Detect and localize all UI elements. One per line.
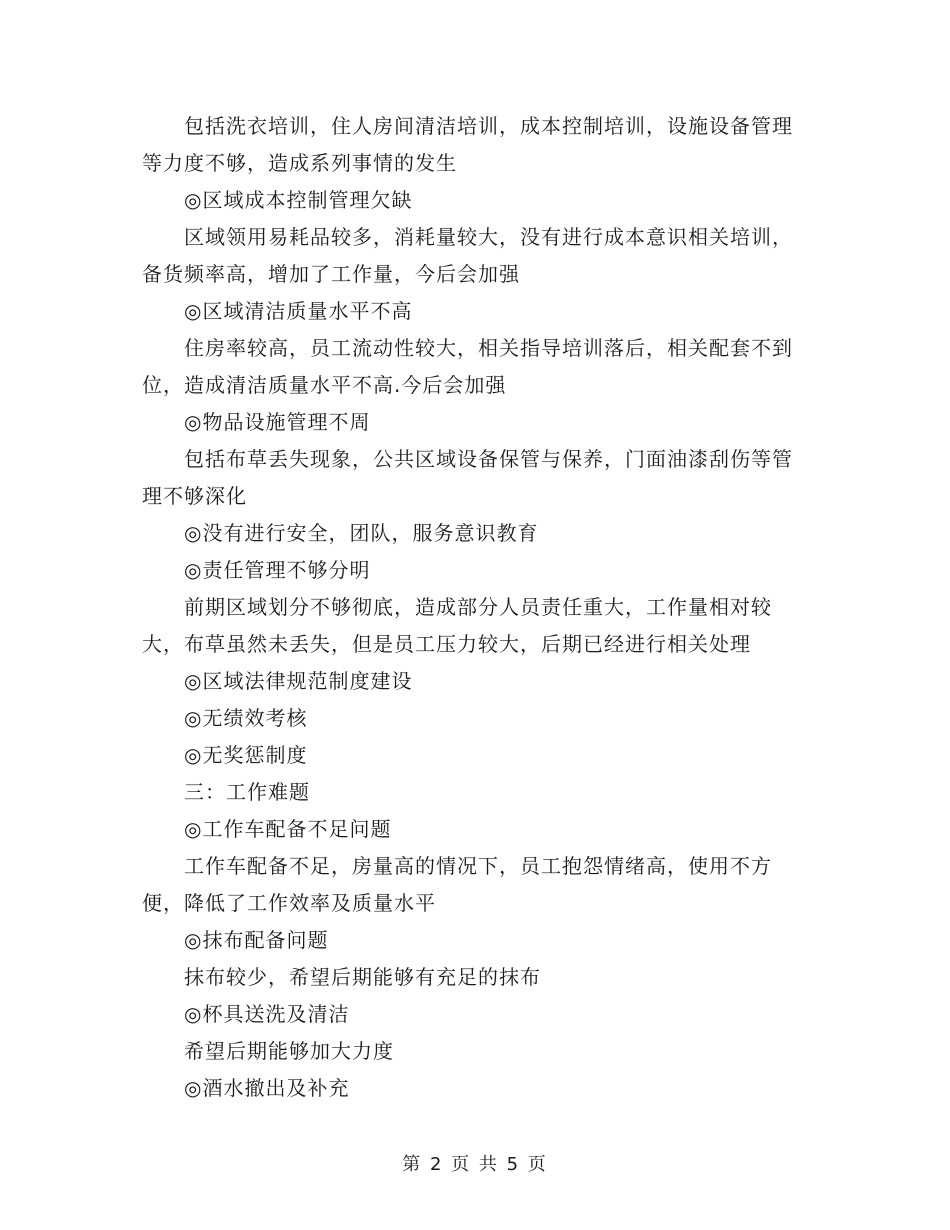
heading-facility-management: ◎物品设施管理不周 [184,410,371,434]
paragraph-facility-management: 包括布草丢失现象，公共区域设备保管与保养，门面油漆刮伤等管理不够深化 [142,447,793,508]
document-body [142,108,812,1107]
paragraph-work-cart: 工作车配备不足，房量高的情况下，员工抱怨情绪高，使用不方便，降低了工作效率及质量水平 [142,854,772,915]
heading-safety-education: ◎没有进行安全，团队，服务意识教育 [184,521,539,545]
heading-regulations: ◎区域法律规范制度建设 [184,669,413,693]
heading-cleaning-quality: ◎区域清洁质量水平不高 [184,299,413,323]
paragraph-cups: 希望后期能够加大力度 [184,1039,394,1063]
paragraph-cloth: 抹布较少，希望后期能够有充足的抹布 [184,965,541,989]
paragraph-training: 包括洗衣培训，住人房间清洁培训，成本控制培训，设施设备管理等力度不够，造成系列事情的发生 [142,114,793,175]
section-title-difficulties: 三：工作难题 [184,780,310,804]
heading-performance: ◎无绩效考核 [184,706,308,730]
paragraph-responsibility: 前期区域划分不够彻底，造成部分人员责任重大，工作量相对较大，布草虽然未丢失，但是员工压力较大，后期已经进行相关处理 [142,595,772,656]
heading-rewards: ◎无奖惩制度 [184,743,308,767]
page-number: 第 2 页 共 5 页 [402,1154,548,1175]
heading-responsibility: ◎责任管理不够分明 [184,558,371,582]
heading-work-cart: ◎工作车配备不足问题 [184,817,392,841]
heading-cost-control: ◎区域成本控制管理欠缺 [184,188,413,212]
heading-cloth: ◎抹布配备问题 [184,928,329,952]
heading-cups: ◎杯具送洗及清洁 [184,1002,350,1026]
paragraph-cleaning-quality: 住房率较高，员工流动性较大，相关指导培训落后，相关配套不到位，造成清洁质量水平不高.今后会加强 [142,336,793,397]
heading-drinks: ◎酒水撤出及补充 [184,1076,350,1100]
paragraph-cost-control: 区域领用易耗品较多，消耗量较大，没有进行成本意识相关培训，备货频率高，增加了工作量，今后会加强 [142,225,793,286]
